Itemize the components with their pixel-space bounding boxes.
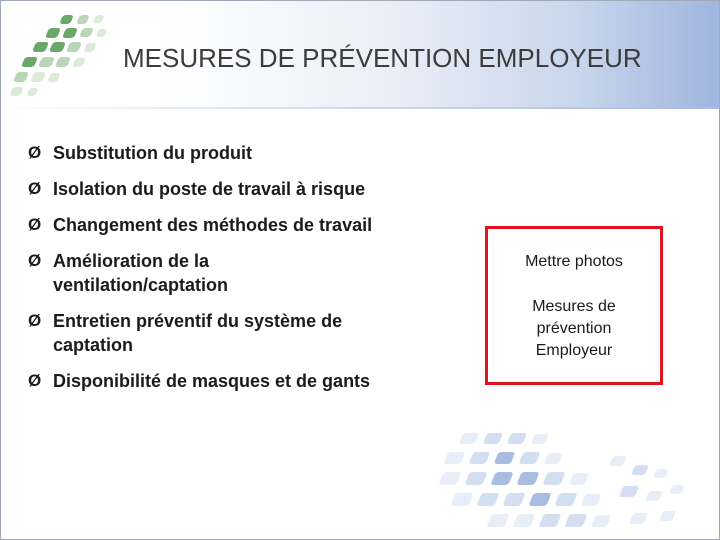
bullet-item xyxy=(28,369,448,393)
deco-square xyxy=(459,433,479,444)
deco-square xyxy=(486,514,509,527)
bullet-text: Amélioration de la ventilation/captation xyxy=(53,251,229,295)
deco-square xyxy=(444,452,466,464)
bullet-item xyxy=(28,213,373,237)
deco-square xyxy=(476,493,499,506)
deco-square xyxy=(438,472,461,485)
deco-square xyxy=(653,469,669,478)
deco-square xyxy=(502,493,525,506)
deco-square xyxy=(528,493,551,506)
bullet-item xyxy=(28,309,403,357)
deco-square xyxy=(512,514,535,527)
bullet-item xyxy=(28,141,448,165)
deco-square xyxy=(544,453,563,464)
bullet-text: Isolation du poste de travail à risque xyxy=(53,179,366,199)
arrow-bullet-icon: Ø xyxy=(28,371,42,390)
bullet-list xyxy=(28,141,448,393)
deco-square xyxy=(631,465,649,475)
deco-square xyxy=(464,472,487,485)
arrow-bullet-icon: Ø xyxy=(28,215,42,234)
photo-placeholder-caption: Mesures de prévention Employeur xyxy=(532,298,616,359)
deco-square xyxy=(507,433,527,444)
photo-placeholder-label: Mettre photos xyxy=(525,253,623,270)
deco-square xyxy=(669,485,685,494)
deco-square xyxy=(469,452,491,464)
header-divider xyxy=(1,107,719,109)
deco-square xyxy=(564,514,587,527)
deco-square xyxy=(659,511,676,521)
deco-square xyxy=(542,472,565,485)
deco-square xyxy=(569,473,590,485)
deco-square xyxy=(629,513,648,524)
bullet-text: Changement des méthodes de travail xyxy=(53,215,373,235)
deco-square xyxy=(591,515,612,527)
deco-square xyxy=(483,433,503,444)
deco-square xyxy=(554,493,577,506)
bullet-text: Substitution du produit xyxy=(53,143,252,163)
deco-square xyxy=(581,494,602,506)
deco-square xyxy=(619,486,639,497)
photo-placeholder-box xyxy=(485,226,663,385)
deco-square xyxy=(450,493,473,506)
deco-square xyxy=(531,434,549,444)
deco-square xyxy=(490,472,513,485)
deco-square xyxy=(494,452,516,464)
arrow-bullet-icon: Ø xyxy=(28,251,42,270)
slide-title: MESURES DE PRÉVENTION EMPLOYEUR xyxy=(123,43,642,73)
bullet-item xyxy=(28,249,293,297)
deco-square xyxy=(519,452,541,464)
deco-square xyxy=(516,472,539,485)
arrow-bullet-icon: Ø xyxy=(28,179,42,198)
deco-square xyxy=(645,491,663,501)
arrow-bullet-icon: Ø xyxy=(28,311,42,330)
bullet-text: Disponibilité de masques et de gants xyxy=(53,371,371,391)
bullet-text: Entretien préventif du système de captation xyxy=(53,311,343,355)
deco-square xyxy=(538,514,561,527)
arrow-bullet-icon: Ø xyxy=(28,143,42,162)
bullet-item xyxy=(28,177,448,201)
deco-square xyxy=(609,456,627,466)
